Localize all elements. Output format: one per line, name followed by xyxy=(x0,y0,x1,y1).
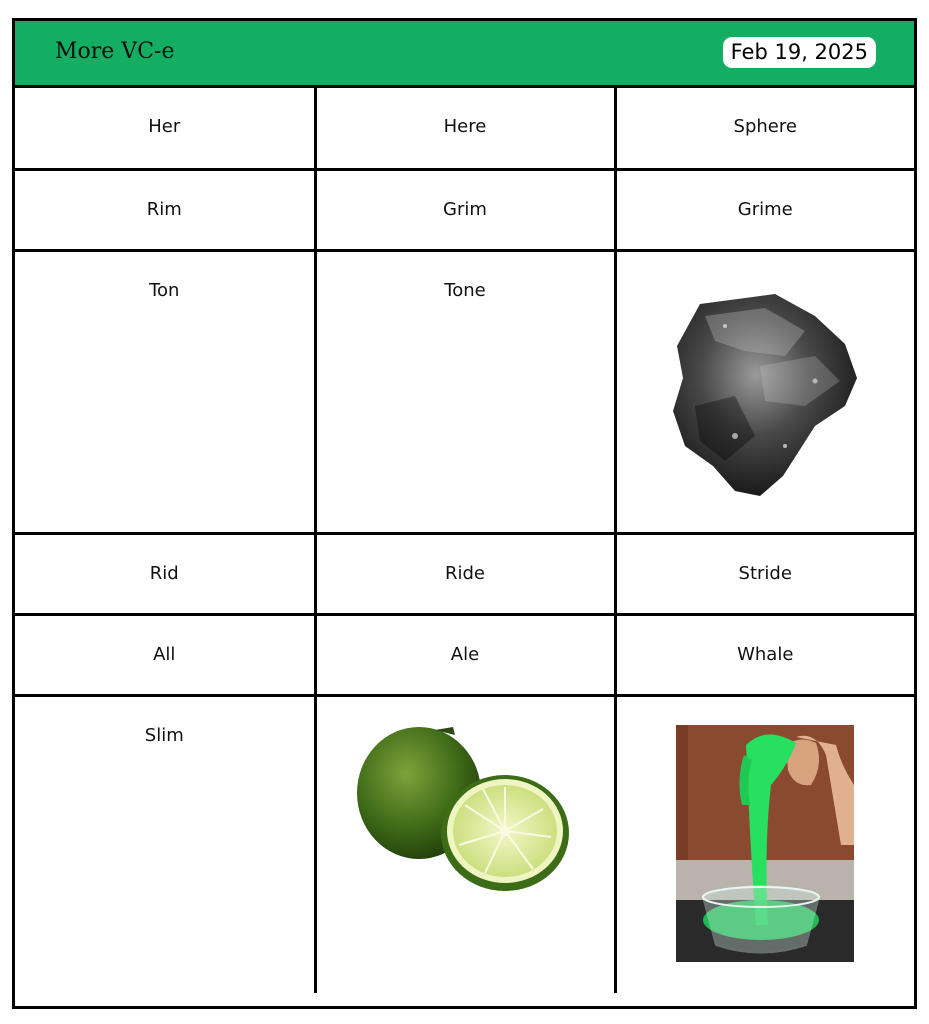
date-badge: Feb 19, 2025 xyxy=(723,37,876,68)
word-grim: Grim xyxy=(443,198,487,220)
table-cell xyxy=(615,88,914,169)
table-cell xyxy=(15,88,315,169)
table-cell xyxy=(315,88,615,169)
table-cell xyxy=(15,169,315,250)
table-cell xyxy=(615,695,914,993)
table-cell xyxy=(15,695,315,993)
table-cell xyxy=(315,169,615,250)
lime-image xyxy=(355,725,575,900)
table-cell xyxy=(615,614,914,695)
page-title: More VC-e xyxy=(55,39,175,64)
table-cell xyxy=(315,695,615,993)
header-bar xyxy=(15,21,914,88)
slime-image xyxy=(676,725,854,962)
table-cell xyxy=(615,169,914,250)
word-ride: Ride xyxy=(444,562,485,584)
word-ton: Ton xyxy=(149,279,180,301)
word-stride: Stride xyxy=(738,562,792,584)
worksheet xyxy=(12,18,917,1009)
table-cell xyxy=(15,533,315,614)
table-cell xyxy=(315,533,615,614)
word-all: All xyxy=(153,643,176,665)
word-here: Here xyxy=(443,116,487,137)
word-rim: Rim xyxy=(146,198,182,220)
word-rid: Rid xyxy=(149,562,179,584)
word-ale: Ale xyxy=(450,643,480,665)
table-row xyxy=(15,88,914,169)
table-row xyxy=(15,614,914,695)
word-tone: Tone xyxy=(444,279,486,301)
table-row xyxy=(15,250,914,533)
word-sphere: Sphere xyxy=(733,116,797,137)
table-cell xyxy=(15,614,315,695)
table-cell xyxy=(615,250,914,533)
word-slim: Slim xyxy=(144,724,184,746)
table-cell xyxy=(315,250,615,533)
table-cell xyxy=(615,533,914,614)
table-row xyxy=(15,169,914,250)
word-grime: Grime xyxy=(737,198,793,220)
table-cell xyxy=(15,250,315,533)
stone-image xyxy=(665,286,865,506)
table-row xyxy=(15,533,914,614)
table-cell xyxy=(315,614,615,695)
table-row xyxy=(15,695,914,993)
word-table xyxy=(15,88,914,993)
word-whale: Whale xyxy=(737,643,794,665)
word-her: Her xyxy=(148,116,181,137)
